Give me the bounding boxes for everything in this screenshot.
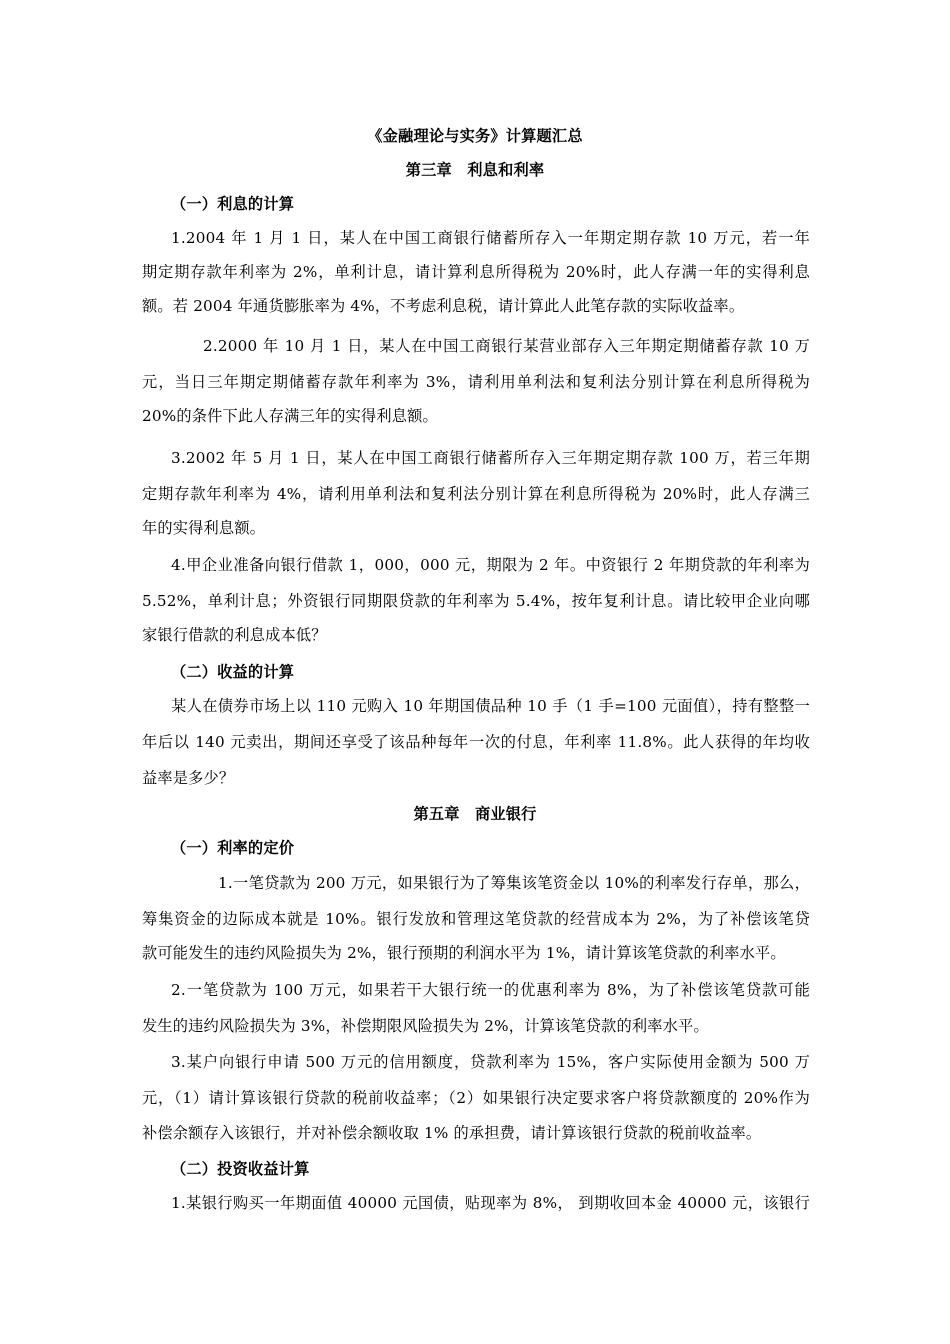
q1-line-1: 1.2004 年 1 月 1 日，某人在中国工商银行储蓄所存入一年期定期存款 10 万元，若一年 xyxy=(171,229,810,247)
ch5-q4-line-1: 1.某银行购买一年期面值 40000 元国债，贴现率为 8%， 到期收回本金 40000 元，该银行 xyxy=(171,1194,810,1212)
q4-line-2: 5.52%，单利计息；外资银行同期限贷款的年利率为 5.4%，按年复利计息。请比较甲企业向哪 xyxy=(142,592,810,610)
q2-line-3: 20%的条件下此人存满三年的实得利息额。 xyxy=(142,407,438,425)
ch5-q3-line-1: 3.某户向银行申请 500 万元的信用额度，贷款利率为 15%，客户实际使用金额为 500 万 xyxy=(171,1053,810,1071)
section-interest-calc: （一）利息的计算 xyxy=(171,195,295,213)
ch5-q1-line-3: 款可能发生的违约风险损失为 2%，银行预期的利润水平为 1%，请计算该笔贷款的利率水平。 xyxy=(142,944,786,962)
ch5-q2-line-2: 发生的违约风险损失为 3%，补偿期限风险损失为 2%，计算该笔贷款的利率水平。 xyxy=(142,1017,709,1035)
q1-line-2: 期定期存款年利率为 2%，单利计息，请计算利息所得税为 20%时，此人存满一年的实得利息 xyxy=(142,263,810,281)
section-yield-calc: （二）收益的计算 xyxy=(171,663,295,681)
ch5-q2-line-1: 2.一笔贷款为 100 万元，如果若干大银行统一的优惠利率为 8%，为了补偿该笔贷款可能 xyxy=(171,981,810,999)
q2-line-1: 2.2000 年 10 月 1 日，某人在中国工商银行某营业部存入三年期定期储蓄存款 10 万 xyxy=(203,337,810,355)
q3-line-2: 定期存款年利率为 4%，请利用单利法和复利法分别计算在利息所得税为 20%时，此人存满三 xyxy=(142,485,810,503)
ch5-q1-line-1: 1.一笔贷款为 200 万元，如果银行为了筹集该笔资金以 10%的利率发行存单，那么， xyxy=(218,874,810,892)
q5-line-3: 益率是多少？ xyxy=(142,769,235,787)
document-title: 《金融理论与实务》计算题汇总 xyxy=(367,127,583,145)
ch5-q3-line-2: 元，（1）请计算该银行贷款的税前收益率；（2）如果银行决定要求客户将贷款额度的 20%作为 xyxy=(142,1089,810,1107)
ch5-q3-line-3: 补偿余额存入该银行，并对补偿余额收取 1% 的承担费，请计算该银行贷款的税前收益率。 xyxy=(142,1124,762,1142)
chapter-3-heading: 第三章 利息和利率 xyxy=(405,161,545,179)
q3-line-1: 3.2002 年 5 月 1 日，某人在中国工商银行储蓄所存入三年期定期存款 100 万，若三年期 xyxy=(171,449,810,467)
q1-line-3: 额。若 2004 年通货膨胀率为 4%，不考虑利息税，请计算此人此笔存款的实际收益率。 xyxy=(142,297,745,315)
section-investment-yield: （二）投资收益计算 xyxy=(171,1160,310,1178)
q2-line-2: 元，当日三年期定期储蓄存款年利率为 3%，请利用单利法和复利法分别计算在利息所得税为 xyxy=(142,373,810,391)
q3-line-3: 年的实得利息额。 xyxy=(142,519,266,537)
q4-line-3: 家银行借款的利息成本低？ xyxy=(142,626,327,644)
chapter-5-heading: 第五章 商业银行 xyxy=(413,805,537,823)
q4-line-1: 4.甲企业准备向银行借款 1，000，000 元，期限为 2 年。中资银行 2 年期贷款的年利率为 xyxy=(171,556,810,574)
q5-line-2: 年后以 140 元卖出，期间还享受了该品种每年一次的付息，年利率 11.8%。此人获得的年均收 xyxy=(142,733,810,751)
ch5-q1-line-2: 筹集资金的边际成本就是 10%。银行发放和管理这笔贷款的经营成本为 2%，为了补偿该笔贷 xyxy=(142,910,810,928)
section-rate-pricing: （一）利率的定价 xyxy=(171,839,295,857)
q5-line-1: 某人在债券市场上以 110 元购入 10 年期国债品种 10 手（1 手=100 元面值），持有整整一 xyxy=(171,697,810,715)
